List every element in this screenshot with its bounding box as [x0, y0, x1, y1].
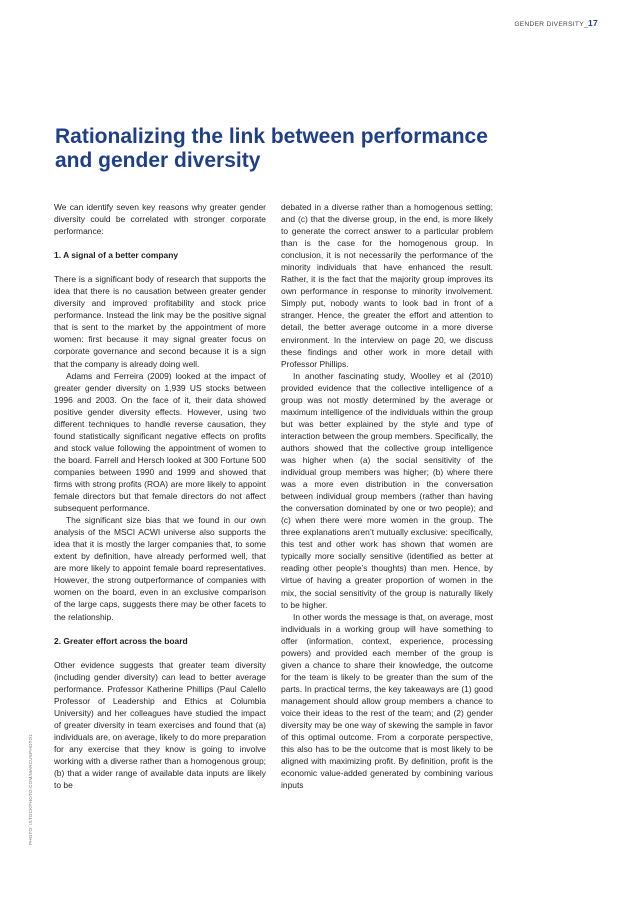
right-column: [281, 201, 493, 791]
body-paragraph: In another fascinating study, Woolley et al (2010) provided evidence that the collective intelligence of a group was not mostly determined by the average or maximum intelligence of the individuals within the group but was better explained by the style and type of interaction between the group members. Specifically, the authors showed that the collective group intelligence was higher when (a) the social sensitivity of the individual group members was higher; (b) where there was a more even distribution in the conversation between individual group members (rather than having the conversation dominated by one or two people); and (c) when there were more women in the group. The three explanations aren’t mutually exclusive: specifically, this test and other work has shown that women are typically more socially sensitive (identified as better at reading other people’s thoughts) than men. Hence, by virtue of having a greater proportion of women in the mix, the social sensitivity of the group is naturally likely to be higher.: [281, 370, 493, 610]
running-header: [514, 18, 598, 28]
page-number: 17: [587, 18, 598, 28]
intro-paragraph: We can identify seven key reasons why greater gender diversity could be correlated with stronger corporate performance:: [54, 202, 266, 237]
photo-credit: PHOTO: ISTOCKPHOTO.COM/MARCUSPHOTO1: [28, 733, 33, 845]
body-paragraph: In other words the message is that, on average, most individuals in a working group will have something to offer (information, context, experience, processing powers) and provided each member of the group is given a chance to share their knowledge, the outcome for the team is likely to be greater than the sum of the parts. In practical terms, the key takeaways are (1) good management should allow group members a chance to voice their ideas to the rest of the team; and (2) gender diversity may be one way of skewing the sample in favor of this optimal outcome. From a corporate perspective, this also has to be the outcome that is most likely to be aligned with maximizing profit. By definition, profit is the economic value-added generated by combining various inputs: [281, 611, 493, 791]
body-paragraph: Other evidence suggests that greater team diversity (including gender diversity) can lead to better average performance. Professor Katherine Phillips (Paul Calello Professor of Leadership and Ethics at Columbia University) and her colleagues have studied the impact of greater diversity in team exercises and found that (a) individuals are, on average, likely to do more preparation for any exercise that they know is going to involve working with a diverse rather than a homogenous group; (b) that a wider range of available data inputs are likely to be: [54, 659, 266, 791]
article-title: Rationalizing the link between performance and gender diversity: [55, 125, 488, 172]
section-heading-effort: 2. Greater effort across the board: [54, 635, 188, 646]
section-heading-signal: 1. A signal of a better company: [54, 250, 179, 261]
body-paragraph: There is a significant body of research that supports the idea that there is no causation between greater gender diversity and improved profitability and stock price performance. Instead the link may be the positive signal that is sent to the market by the appointment of more women: first because it may signal greater focus on corporate governance and second because it is a sign that the company is already doing well.: [54, 274, 266, 369]
body-paragraph: Adams and Ferreira (2009) looked at the impact of greater gender diversity on 1,939 US stocks between 1996 and 2003. On the face of it, their data showed positive gender diversity effects. However, using two different techniques to handle reverse causation, they found statistically significant negative effects on profits and stock value following the appointment of women to the board. Farrell and Hersch looked at 300 Fortune 500 companies between 1990 and 1999 and showed that firms with strong profits (ROA) are more likely to appoint female directors but that female directors do not affect subsequent performance.: [54, 370, 266, 514]
body-paragraph: debated in a diverse rather than a homogenous setting; and (c) that the diverse group, in the end, is more likely to generate the correct answer to a particular problem than is the case for the homogenous group. In conclusion, it is not necessarily the performance of the minority individuals that have enhanced the result. Rather, it is the fact that the majority group improves its own performance in response to minority involvement. Simply put, nobody wants to look bad in front of a stranger. Hence, the greater the effort and attention to detail, the better average outcome in a more diverse environment. In the interview on page 20, we discuss these findings and other work in more detail with Professor Phillips.: [281, 202, 493, 369]
section-name: GENDER DIVERSITY_: [514, 21, 588, 28]
body-paragraph: The significant size bias that we found in our own analysis of the MSCI ACWI universe also supports the idea that it is mostly the larger companies that, to some extent by definition, have already performed well, that are more likely to appoint female board representatives. However, the strong outperformance of companies with women on the board, even in an exclusive comparison of the large caps, suggests there may be other facets to the relationship.: [54, 515, 266, 622]
left-column: [54, 201, 266, 791]
